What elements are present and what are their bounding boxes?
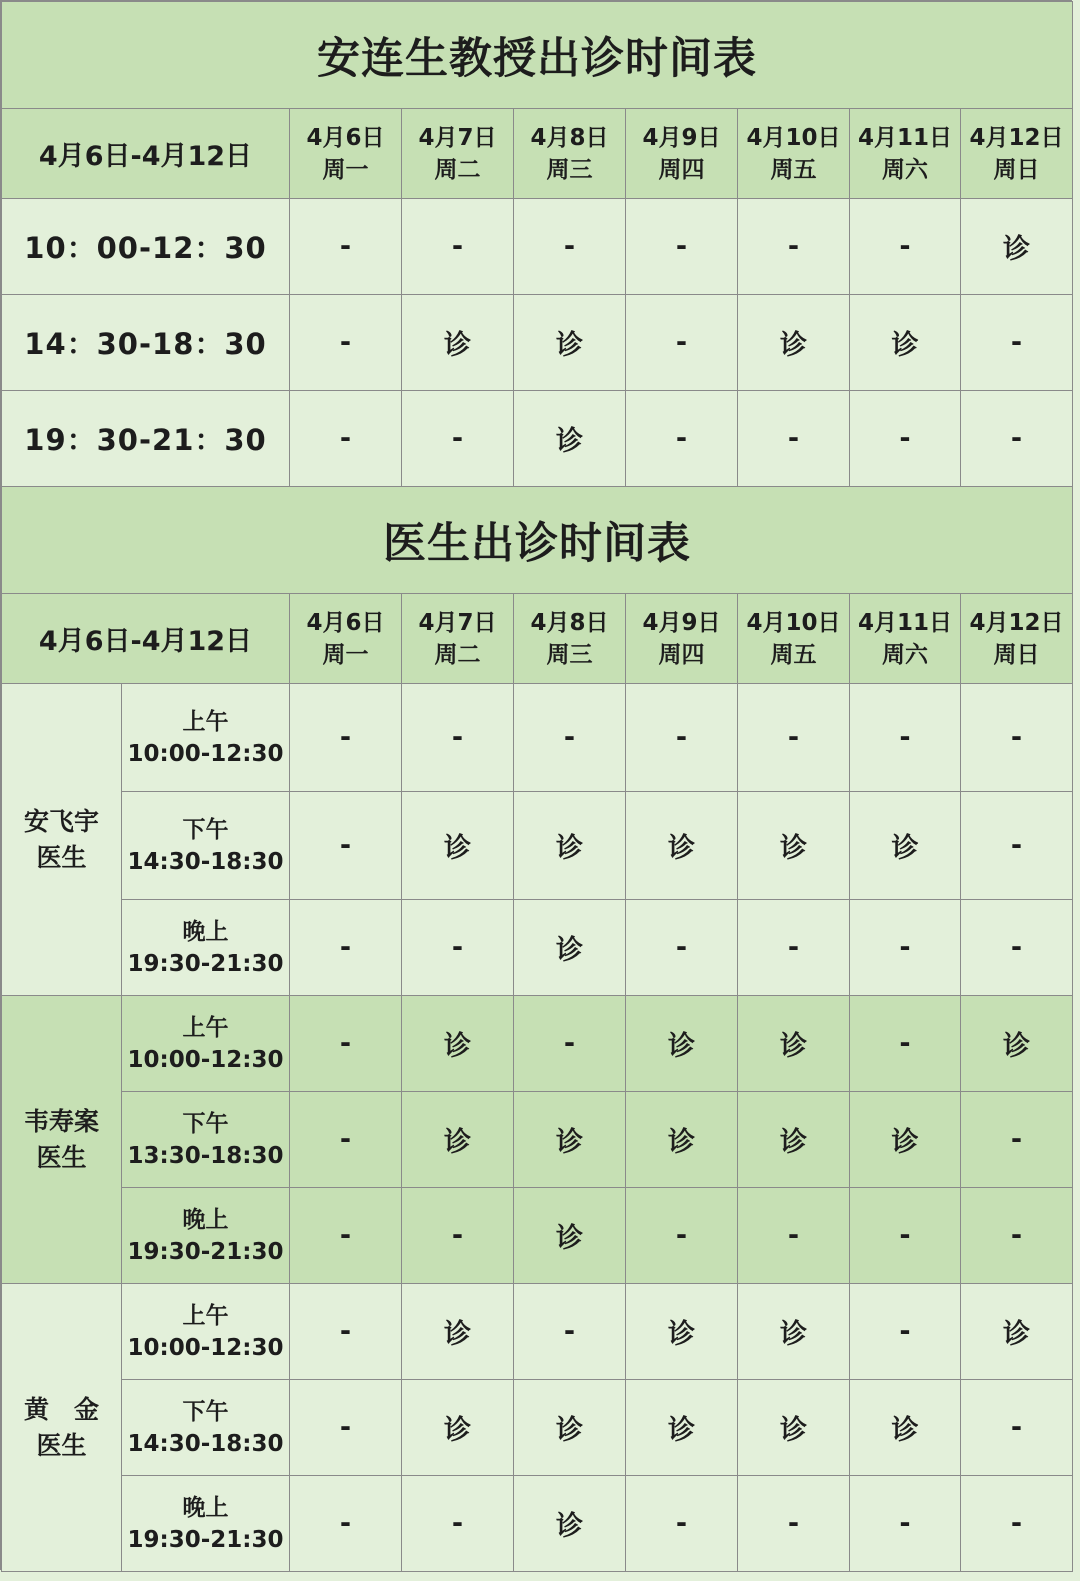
day-weekday: 周一 bbox=[322, 641, 369, 668]
slot-time: 19:30-21:30 bbox=[127, 950, 284, 977]
day-weekday: 周五 bbox=[770, 641, 817, 668]
day-weekday: 周三 bbox=[546, 641, 593, 668]
schedule-cell: - bbox=[961, 792, 1073, 900]
schedule-cell: 诊 bbox=[402, 1092, 514, 1188]
schedule-cell: - bbox=[626, 684, 738, 792]
day-header bbox=[290, 109, 402, 199]
day-weekday: 周四 bbox=[658, 641, 705, 668]
schedule-cell: - bbox=[290, 1092, 402, 1188]
schedule-cell: - bbox=[626, 295, 738, 391]
doctor-name bbox=[2, 684, 122, 996]
schedule-cell: - bbox=[850, 1188, 961, 1284]
slot-period: 下午 bbox=[182, 1398, 229, 1425]
schedule-cell: - bbox=[626, 900, 738, 996]
schedule-cell: - bbox=[961, 1092, 1073, 1188]
schedule-cell: - bbox=[850, 1284, 961, 1380]
schedule-cell: 诊 bbox=[514, 1380, 626, 1476]
schedule-cell: - bbox=[850, 391, 961, 487]
schedule-cell: - bbox=[290, 684, 402, 792]
time-slot-label bbox=[122, 996, 290, 1092]
day-date: 4月10日 bbox=[746, 609, 841, 636]
date-range-header: 4月6日-4月12日 bbox=[2, 594, 290, 684]
day-weekday: 周六 bbox=[882, 156, 928, 183]
date-range-header: 4月6日-4月12日 bbox=[2, 109, 290, 199]
slot-time: 10:00-12:30 bbox=[127, 1334, 284, 1361]
day-header bbox=[402, 109, 514, 199]
time-slot-label: 14：30-18：30 bbox=[2, 295, 290, 391]
slot-time: 14:30-18:30 bbox=[127, 1430, 284, 1457]
doctor-name-line1: 韦寿案 bbox=[23, 1106, 99, 1136]
schedule-cell: - bbox=[514, 1284, 626, 1380]
schedule-cell: - bbox=[626, 199, 738, 295]
time-slot-label bbox=[122, 1092, 290, 1188]
schedule-cell: - bbox=[738, 900, 850, 996]
doctor-name-line2: 医生 bbox=[36, 1142, 87, 1172]
schedule-cell: - bbox=[514, 199, 626, 295]
day-weekday: 周三 bbox=[546, 156, 593, 183]
doctor-name-line2: 医生 bbox=[36, 842, 87, 872]
schedule-cell: - bbox=[402, 1476, 514, 1572]
day-date: 4月12日 bbox=[969, 609, 1064, 636]
time-slot-label bbox=[122, 900, 290, 996]
slot-time: 13:30-18:30 bbox=[127, 1142, 284, 1169]
schedule-cell: - bbox=[402, 199, 514, 295]
slot-time: 14:30-18:30 bbox=[127, 848, 284, 875]
table-row bbox=[2, 391, 1073, 487]
day-date: 4月12日 bbox=[969, 124, 1064, 151]
table-row bbox=[2, 295, 1073, 391]
table-row bbox=[2, 1476, 1073, 1572]
schedule-cell: - bbox=[402, 391, 514, 487]
day-header bbox=[290, 594, 402, 684]
time-slot-label bbox=[122, 792, 290, 900]
slot-time: 10:00-12:30 bbox=[127, 740, 284, 767]
schedule-cell: - bbox=[290, 996, 402, 1092]
schedule-cell: 诊 bbox=[738, 996, 850, 1092]
schedule-cell: - bbox=[402, 684, 514, 792]
schedule-cell: - bbox=[290, 199, 402, 295]
schedule-cell: 诊 bbox=[514, 792, 626, 900]
schedule-cell: 诊 bbox=[850, 1380, 961, 1476]
schedule-cell: 诊 bbox=[850, 792, 961, 900]
slot-time: 19:30-21:30 bbox=[127, 1526, 284, 1553]
schedule-cell: - bbox=[290, 391, 402, 487]
day-date: 4月7日 bbox=[418, 609, 497, 636]
schedule-cell: 诊 bbox=[626, 996, 738, 1092]
day-header bbox=[738, 594, 850, 684]
day-weekday: 周日 bbox=[993, 641, 1040, 668]
day-date: 4月9日 bbox=[642, 124, 721, 151]
table-row bbox=[2, 1380, 1073, 1476]
day-header bbox=[514, 109, 626, 199]
slot-time: 19:30-21:30 bbox=[127, 1238, 284, 1265]
schedule-cell: - bbox=[850, 1476, 961, 1572]
doctor-name-line2: 医生 bbox=[36, 1430, 87, 1460]
day-date: 4月7日 bbox=[418, 124, 497, 151]
schedule-cell: 诊 bbox=[850, 295, 961, 391]
day-header bbox=[850, 594, 961, 684]
table-row bbox=[2, 199, 1073, 295]
day-weekday: 周日 bbox=[993, 156, 1040, 183]
slot-period: 上午 bbox=[182, 708, 229, 735]
schedule-cell: - bbox=[514, 684, 626, 792]
day-date: 4月10日 bbox=[746, 124, 841, 151]
slot-period: 晚上 bbox=[182, 1494, 229, 1521]
schedule-table bbox=[1, 1, 1073, 1572]
day-header bbox=[961, 109, 1073, 199]
schedule-cell: 诊 bbox=[514, 1476, 626, 1572]
schedule-cell: 诊 bbox=[514, 295, 626, 391]
schedule-cell: 诊 bbox=[402, 792, 514, 900]
table-row bbox=[2, 792, 1073, 900]
professor-table-title: 安连生教授出诊时间表 bbox=[2, 2, 1073, 109]
day-weekday: 周五 bbox=[770, 156, 817, 183]
table-row bbox=[2, 1188, 1073, 1284]
table-row bbox=[2, 1284, 1073, 1380]
schedule-cell: - bbox=[626, 1476, 738, 1572]
doctor-table-title: 医生出诊时间表 bbox=[2, 487, 1073, 594]
day-weekday: 周二 bbox=[434, 641, 481, 668]
day-header bbox=[514, 594, 626, 684]
schedule-cell: 诊 bbox=[961, 199, 1073, 295]
day-weekday: 周二 bbox=[434, 156, 481, 183]
doctor-name bbox=[2, 996, 122, 1284]
schedule-cell: - bbox=[738, 391, 850, 487]
time-slot-label bbox=[122, 1284, 290, 1380]
schedule-cell: 诊 bbox=[402, 1380, 514, 1476]
day-date: 4月8日 bbox=[530, 609, 609, 636]
schedule-cell: 诊 bbox=[738, 792, 850, 900]
slot-period: 下午 bbox=[182, 816, 229, 843]
schedule-cell: 诊 bbox=[626, 1284, 738, 1380]
table-row bbox=[2, 900, 1073, 996]
day-weekday: 周四 bbox=[658, 156, 705, 183]
schedule-cell: - bbox=[738, 1476, 850, 1572]
schedule-cell: - bbox=[738, 684, 850, 792]
schedule-cell: 诊 bbox=[738, 295, 850, 391]
day-date: 4月6日 bbox=[306, 609, 385, 636]
time-slot-label bbox=[122, 684, 290, 792]
schedule-cell: - bbox=[961, 295, 1073, 391]
schedule-cell: - bbox=[290, 1188, 402, 1284]
time-slot-label bbox=[122, 1476, 290, 1572]
day-header bbox=[626, 594, 738, 684]
day-header bbox=[402, 594, 514, 684]
schedule-cell: 诊 bbox=[626, 1380, 738, 1476]
time-slot-label bbox=[122, 1188, 290, 1284]
schedule-cell: 诊 bbox=[626, 792, 738, 900]
day-weekday: 周一 bbox=[322, 156, 369, 183]
schedule-cell: - bbox=[402, 900, 514, 996]
slot-period: 晚上 bbox=[182, 918, 229, 945]
schedule-cell: 诊 bbox=[402, 1284, 514, 1380]
table-row bbox=[2, 996, 1073, 1092]
schedule-cell: 诊 bbox=[738, 1092, 850, 1188]
day-weekday: 周六 bbox=[882, 641, 928, 668]
schedule-cell: - bbox=[961, 1188, 1073, 1284]
slot-time: 10:00-12:30 bbox=[127, 1046, 284, 1073]
day-header bbox=[626, 109, 738, 199]
day-header bbox=[738, 109, 850, 199]
slot-period: 晚上 bbox=[182, 1206, 229, 1233]
day-date: 4月9日 bbox=[642, 609, 721, 636]
table-row bbox=[2, 1092, 1073, 1188]
schedule-cell: 诊 bbox=[514, 391, 626, 487]
schedule-cell: 诊 bbox=[402, 996, 514, 1092]
schedule-cell: - bbox=[626, 391, 738, 487]
schedule-cell: - bbox=[961, 684, 1073, 792]
schedule-cell: - bbox=[402, 1188, 514, 1284]
schedule-cell: 诊 bbox=[738, 1284, 850, 1380]
schedule-cell: - bbox=[961, 900, 1073, 996]
schedule-cell: 诊 bbox=[626, 1092, 738, 1188]
schedule-cell: - bbox=[961, 1476, 1073, 1572]
slot-period: 上午 bbox=[182, 1014, 229, 1041]
schedule-cell: 诊 bbox=[514, 900, 626, 996]
schedule-cell: - bbox=[290, 1476, 402, 1572]
time-slot-label: 10：00-12：30 bbox=[2, 199, 290, 295]
schedule-cell: - bbox=[626, 1188, 738, 1284]
schedule-cell: 诊 bbox=[961, 996, 1073, 1092]
schedule-cell: - bbox=[961, 391, 1073, 487]
schedule-cell: 诊 bbox=[961, 1284, 1073, 1380]
schedule-cell: 诊 bbox=[738, 1380, 850, 1476]
schedule-cell: - bbox=[850, 996, 961, 1092]
day-date: 4月11日 bbox=[857, 124, 952, 151]
schedule-cell: - bbox=[738, 199, 850, 295]
schedule-cell: - bbox=[738, 1188, 850, 1284]
table-row bbox=[2, 684, 1073, 792]
schedule-cell: - bbox=[290, 900, 402, 996]
doctor-name-line1: 黄 金 bbox=[23, 1394, 99, 1424]
day-header bbox=[961, 594, 1073, 684]
slot-period: 上午 bbox=[182, 1302, 229, 1329]
schedule-cell: - bbox=[290, 1284, 402, 1380]
schedule-cell: - bbox=[290, 792, 402, 900]
schedule-cell: - bbox=[850, 684, 961, 792]
schedule-cell: - bbox=[850, 199, 961, 295]
schedule-cell: 诊 bbox=[402, 295, 514, 391]
schedule-cell: - bbox=[290, 295, 402, 391]
doctor-name-line1: 安飞宇 bbox=[23, 806, 99, 836]
schedule-cell: 诊 bbox=[514, 1092, 626, 1188]
doctor-name bbox=[2, 1284, 122, 1572]
day-date: 4月11日 bbox=[857, 609, 952, 636]
schedule-cell: - bbox=[514, 996, 626, 1092]
schedule-cell: - bbox=[290, 1380, 402, 1476]
day-date: 4月8日 bbox=[530, 124, 609, 151]
day-date: 4月6日 bbox=[306, 124, 385, 151]
time-slot-label bbox=[122, 1380, 290, 1476]
time-slot-label: 19：30-21：30 bbox=[2, 391, 290, 487]
schedule-cell: 诊 bbox=[514, 1188, 626, 1284]
schedule-cell: - bbox=[961, 1380, 1073, 1476]
slot-period: 下午 bbox=[182, 1110, 229, 1137]
day-header bbox=[850, 109, 961, 199]
schedule-cell: 诊 bbox=[850, 1092, 961, 1188]
schedule-cell: - bbox=[850, 900, 961, 996]
